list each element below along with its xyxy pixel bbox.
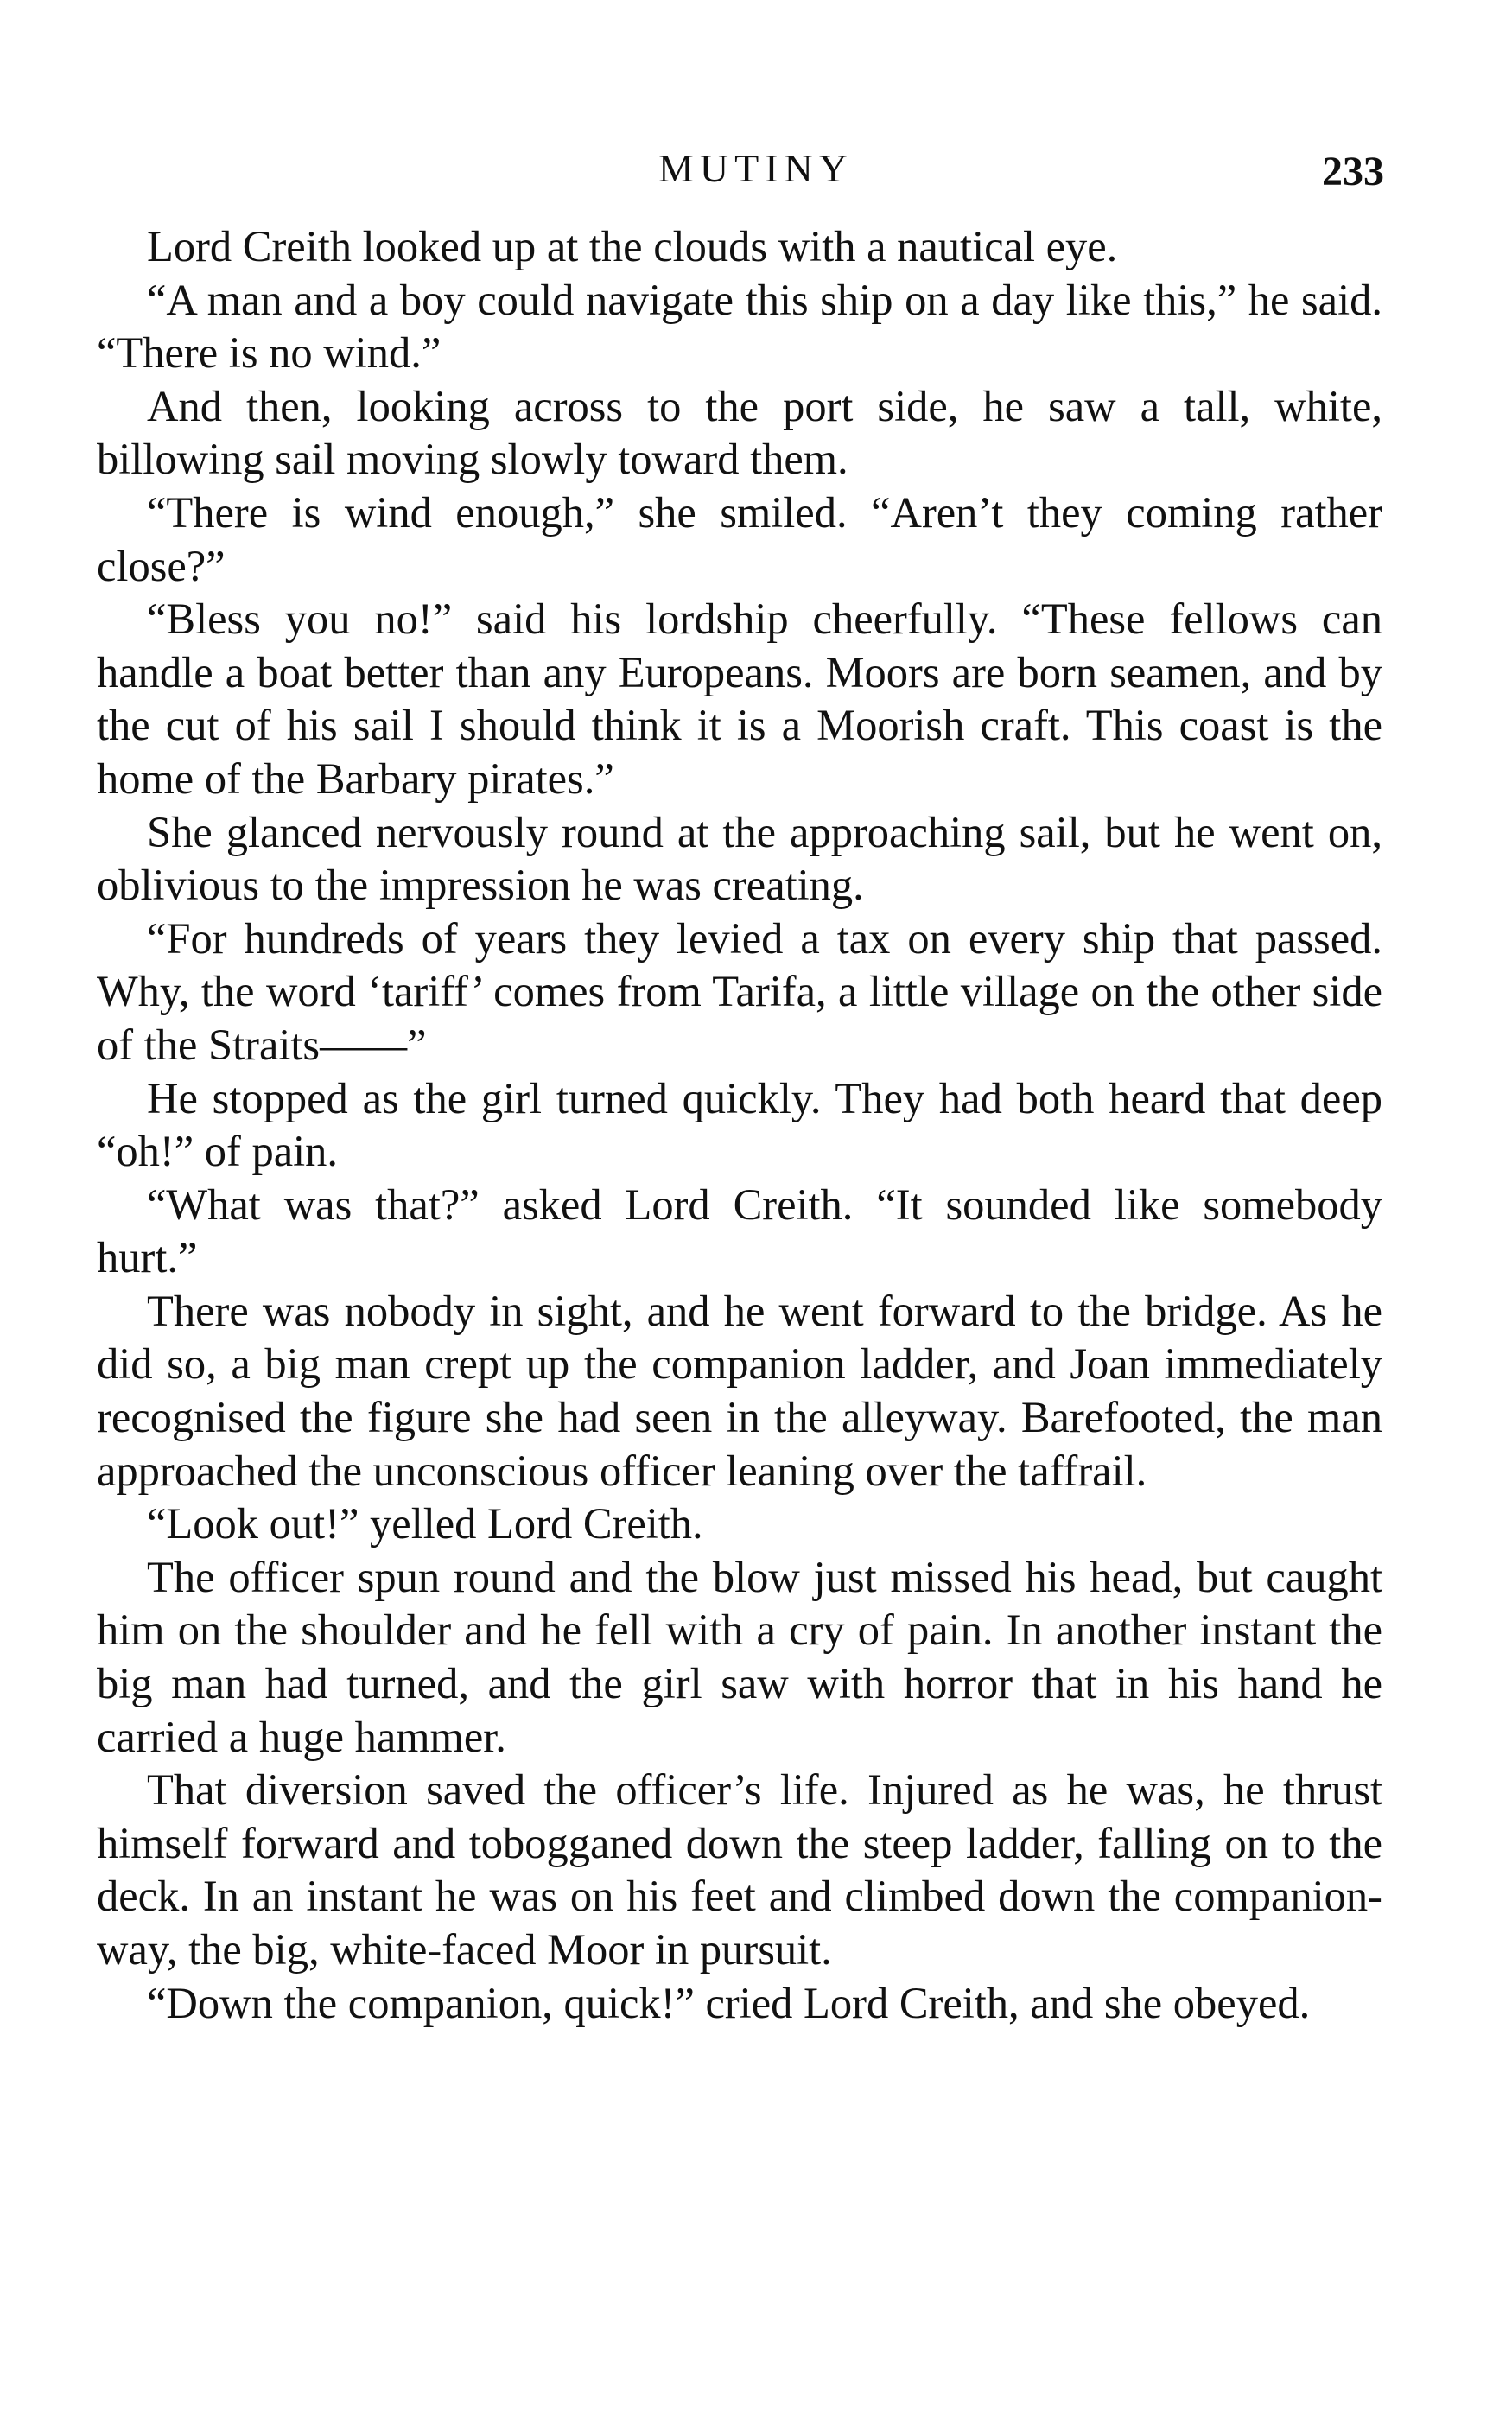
paragraph: “Down the companion, quick!” cried Lord Creith, and she obeyed. (147, 1978, 1311, 2027)
running-head (0, 138, 1512, 199)
paragraph: “A man and a boy could navigate this ship on a day like this,” he said. “There is no wind.” (97, 275, 1382, 378)
paragraph: Lord Creith looked up at the clouds with a nautical eye. (147, 222, 1118, 270)
paragraph: “Look out!” yelled Lord Creith. (147, 1499, 703, 1548)
paragraph: There was nobody in sight, and he went forward to the bridge. As he did so, a big man crept up the companion ladder, and Joan immediately recognised the figure she had seen in the alleyway. Barefooted, the man approached the unconscious officer leaning over the taffrail. (97, 1286, 1382, 1495)
paragraph: He stopped as the girl turned quickly. They had both heard that deep “oh!” of pain. (97, 1073, 1382, 1176)
body-text (97, 220, 1382, 2030)
paragraph: “What was that?” asked Lord Creith. “It sounded like somebody hurt.” (97, 1180, 1382, 1282)
paragraph: “For hundreds of years they levied a tax on every ship that passed. Why, the word ‘tariff’ comes from Tarifa, a little village on the other side of the Straits——” (97, 913, 1382, 1069)
paragraph: “Bless you no!” said his lordship cheerfully. “These fellows can handle a boat better than any Europeans. Moors are born seamen, and by the cut of his sail I should think it is a Moorish craft. This coast is the home of the Barbary pirates.” (97, 595, 1382, 803)
paragraph: And then, looking across to the port side, he saw a tall, white, billowing sail moving slowly toward them. (97, 381, 1382, 484)
paragraph: “There is wind enough,” she smiled. “Aren’t they coming rather close?” (97, 487, 1382, 590)
paragraph: She glanced nervously round at the approaching sail, but he went on, oblivious to the impression he was creating. (97, 807, 1382, 910)
page-number: 233 (1322, 149, 1384, 194)
paragraph: That diversion saved the officer’s life. Injured as he was, he thrust himself forward and tobogganed down the steep ladder, falling on to the deck. In an instant he was on his feet and climbed down the companion-way, the big, white-faced Moor in pursuit. (97, 1765, 1382, 1974)
running-title: MUTINY (658, 146, 854, 190)
paragraph: The officer spun round and the blow just missed his head, but caught him on the shoulder and he fell with a cry of pain. In another instant the big man had turned, and the girl saw with horror that in his hand he carried a huge hammer. (97, 1552, 1382, 1761)
